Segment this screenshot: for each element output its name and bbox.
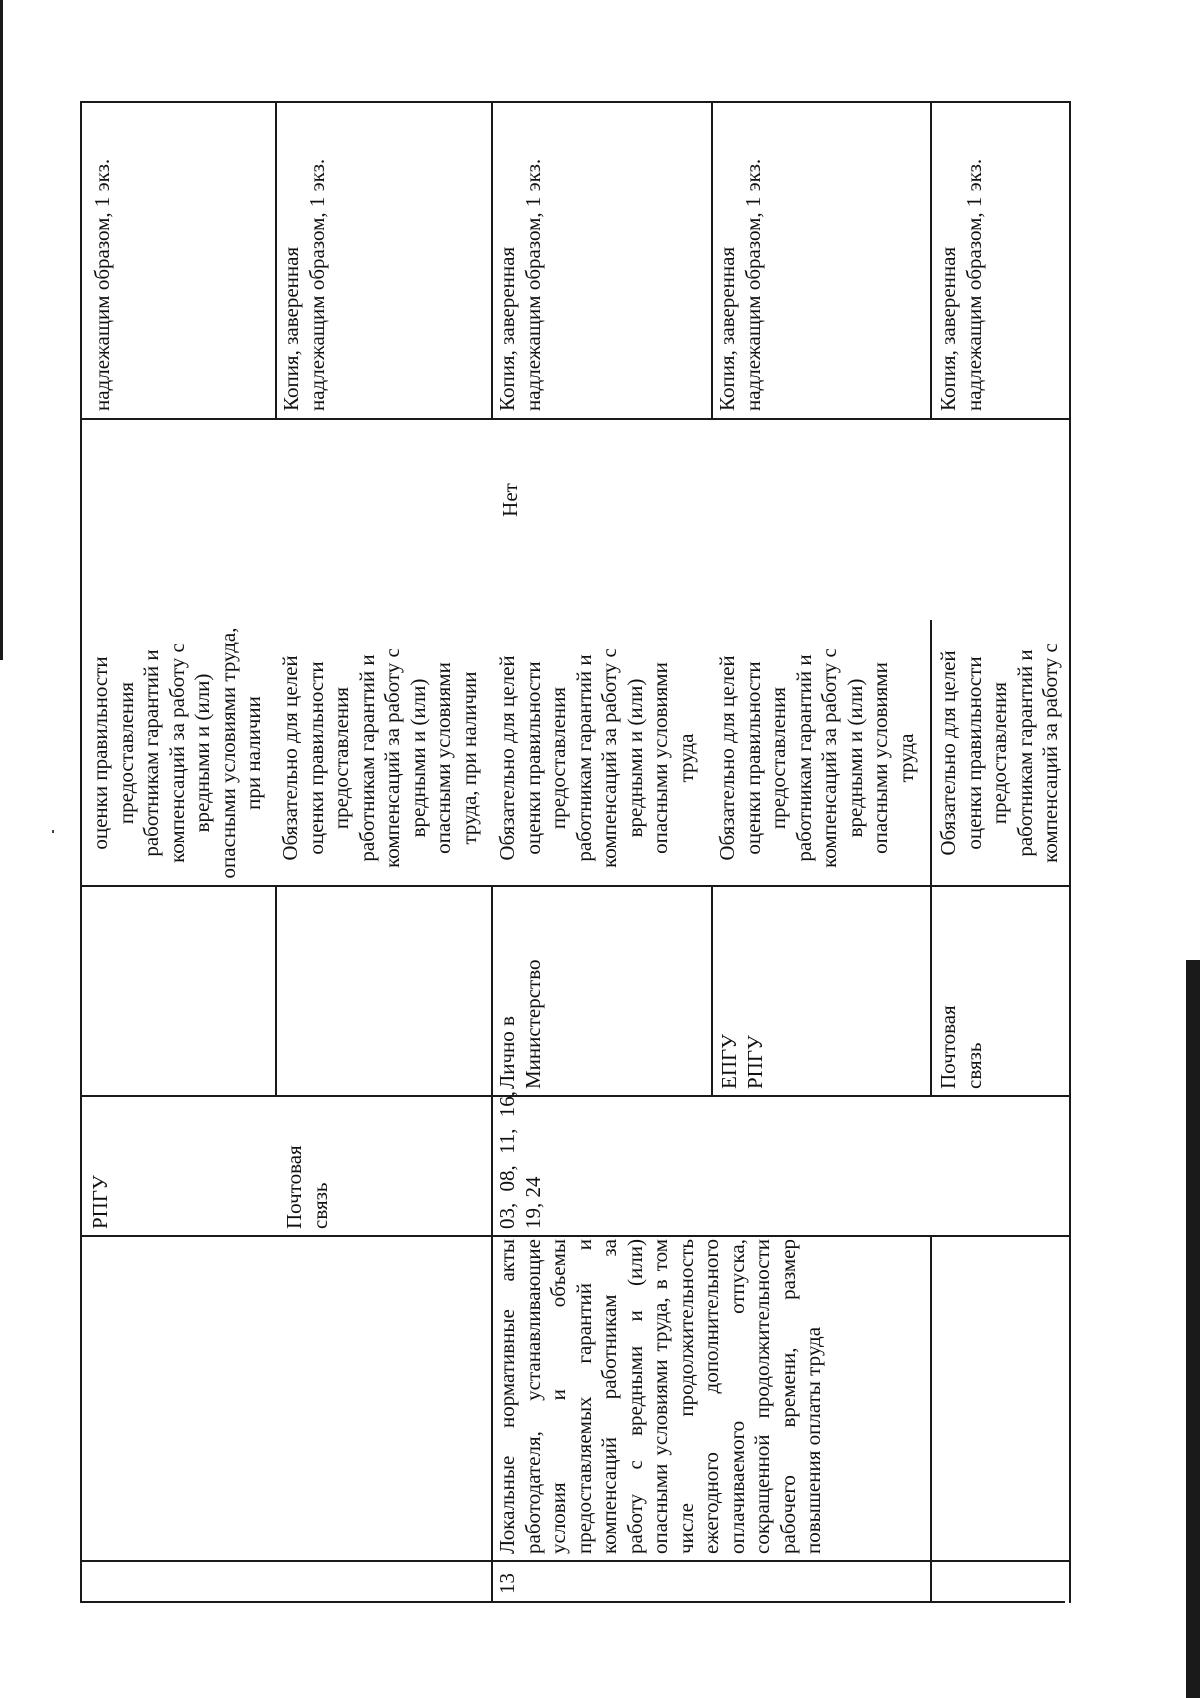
row-divider-4b <box>930 620 932 1096</box>
row1-mandatory-note <box>86 623 278 883</box>
row5-method <box>934 953 986 1093</box>
row3-mandatory-note <box>493 633 709 883</box>
table-border-right <box>80 101 1071 103</box>
row-divider-4c <box>930 1235 932 1601</box>
scan-speck <box>52 830 54 833</box>
row1-method <box>86 1097 126 1233</box>
row5-document-form <box>934 135 998 415</box>
row4-mandatory-note-text: Обязательно для целей оценки правильности предоставления работникам гарантий и компенсаций за работу с вредными и (или) опасными условиями труда <box>715 648 918 868</box>
row4-document-form-text: Копия, заверенная надлежащим образом, 1 экз. <box>715 158 765 411</box>
scan-edge-left <box>0 0 3 660</box>
row3-requirement-text: Нет <box>498 483 522 517</box>
row5-mandatory-note <box>934 623 1068 883</box>
row2-mandatory-note <box>276 633 488 883</box>
row3-document-name <box>493 1235 929 1558</box>
row4-mandatory-note <box>713 633 927 883</box>
table-border-bottom <box>1069 101 1071 1603</box>
row4-method <box>715 993 779 1093</box>
row2-mandatory-note-text: Обязательно для целей оценки правильности предоставления работникам гарантий и компенсаций за работу с вредными и (или) опасными условиями труда, при наличии <box>278 648 481 868</box>
row4-method-2: РПГУ <box>742 1035 767 1089</box>
row2-document-form <box>277 135 341 415</box>
row3-form-codes-text: 03, 08, 11, 16, 19, 24 <box>495 1091 545 1229</box>
row3-number-text: 13 <box>495 1573 519 1594</box>
row3-form-codes <box>493 1087 553 1233</box>
row-divider-4 <box>930 101 932 418</box>
row1-method-1: РПГУ <box>88 1175 112 1229</box>
row1-document-form <box>88 105 128 415</box>
row1-mandatory-note-text: оценки правильности предоставления работникам гарантий и компенсаций за работу с вредными и (или) опасными условиями труда, при наличии <box>88 627 265 879</box>
row-divider-1b <box>275 886 277 1096</box>
row4-document-form <box>713 135 777 415</box>
row5-document-form-text: Копия, заверенная надлежащим образом, 1 экз. <box>936 158 986 411</box>
row1-document-form-text: надлежащим образом, 1 экз. <box>90 158 114 411</box>
table-border-left <box>80 1601 1065 1603</box>
row5-mandatory-note-text: Обязательно для целей оценки правильности предоставления работникам гарантий и компенсаций за работу с <box>936 643 1062 863</box>
row-divider-3b <box>711 886 713 1096</box>
row3-document-form-text: Копия, заверенная надлежащим образом, 1 экз. <box>495 158 545 411</box>
scan-edge-right <box>1186 960 1200 1698</box>
col-divider-requirement <box>80 885 1071 887</box>
row3-method <box>493 888 557 1093</box>
row3-document-form <box>493 135 557 415</box>
col-divider-form <box>80 418 1071 420</box>
table-border-top <box>80 101 82 1601</box>
row5-method-1: Почтовая связь <box>936 1005 986 1089</box>
row3-number <box>493 1562 527 1598</box>
row2-method-1: Почтовая связь <box>282 1145 332 1229</box>
col-divider-method <box>80 1095 1071 1097</box>
row3-mandatory-note-text: Обязательно для целей оценки правильности предоставления работникам гарантий и компенсаций за работу с вредными и (или) опасными условиями труда <box>495 648 698 868</box>
row3-method-1: Лично в Министерство <box>495 959 545 1089</box>
row3-requirement <box>496 475 536 525</box>
row2-document-form-text: Копия, заверенная надлежащим образом, 1 экз. <box>279 158 329 411</box>
row3-document-name-text: Локальные нормативные акты работодателя, устанавливающие условия и объемы предоставляемых гарантий и компенсаций работникам за работу с вредными и (или) опасными условиями труда, в том числе продолжительность ежегодного дополнительного оплачиваемого отпуска, сокращенной продолжительности рабочего времени, размер повышения оплаты труда <box>495 1239 825 1554</box>
row2-method <box>280 1097 332 1233</box>
row4-method-1: ЕПГУ <box>717 1033 741 1089</box>
col-divider-number <box>80 1560 1071 1562</box>
